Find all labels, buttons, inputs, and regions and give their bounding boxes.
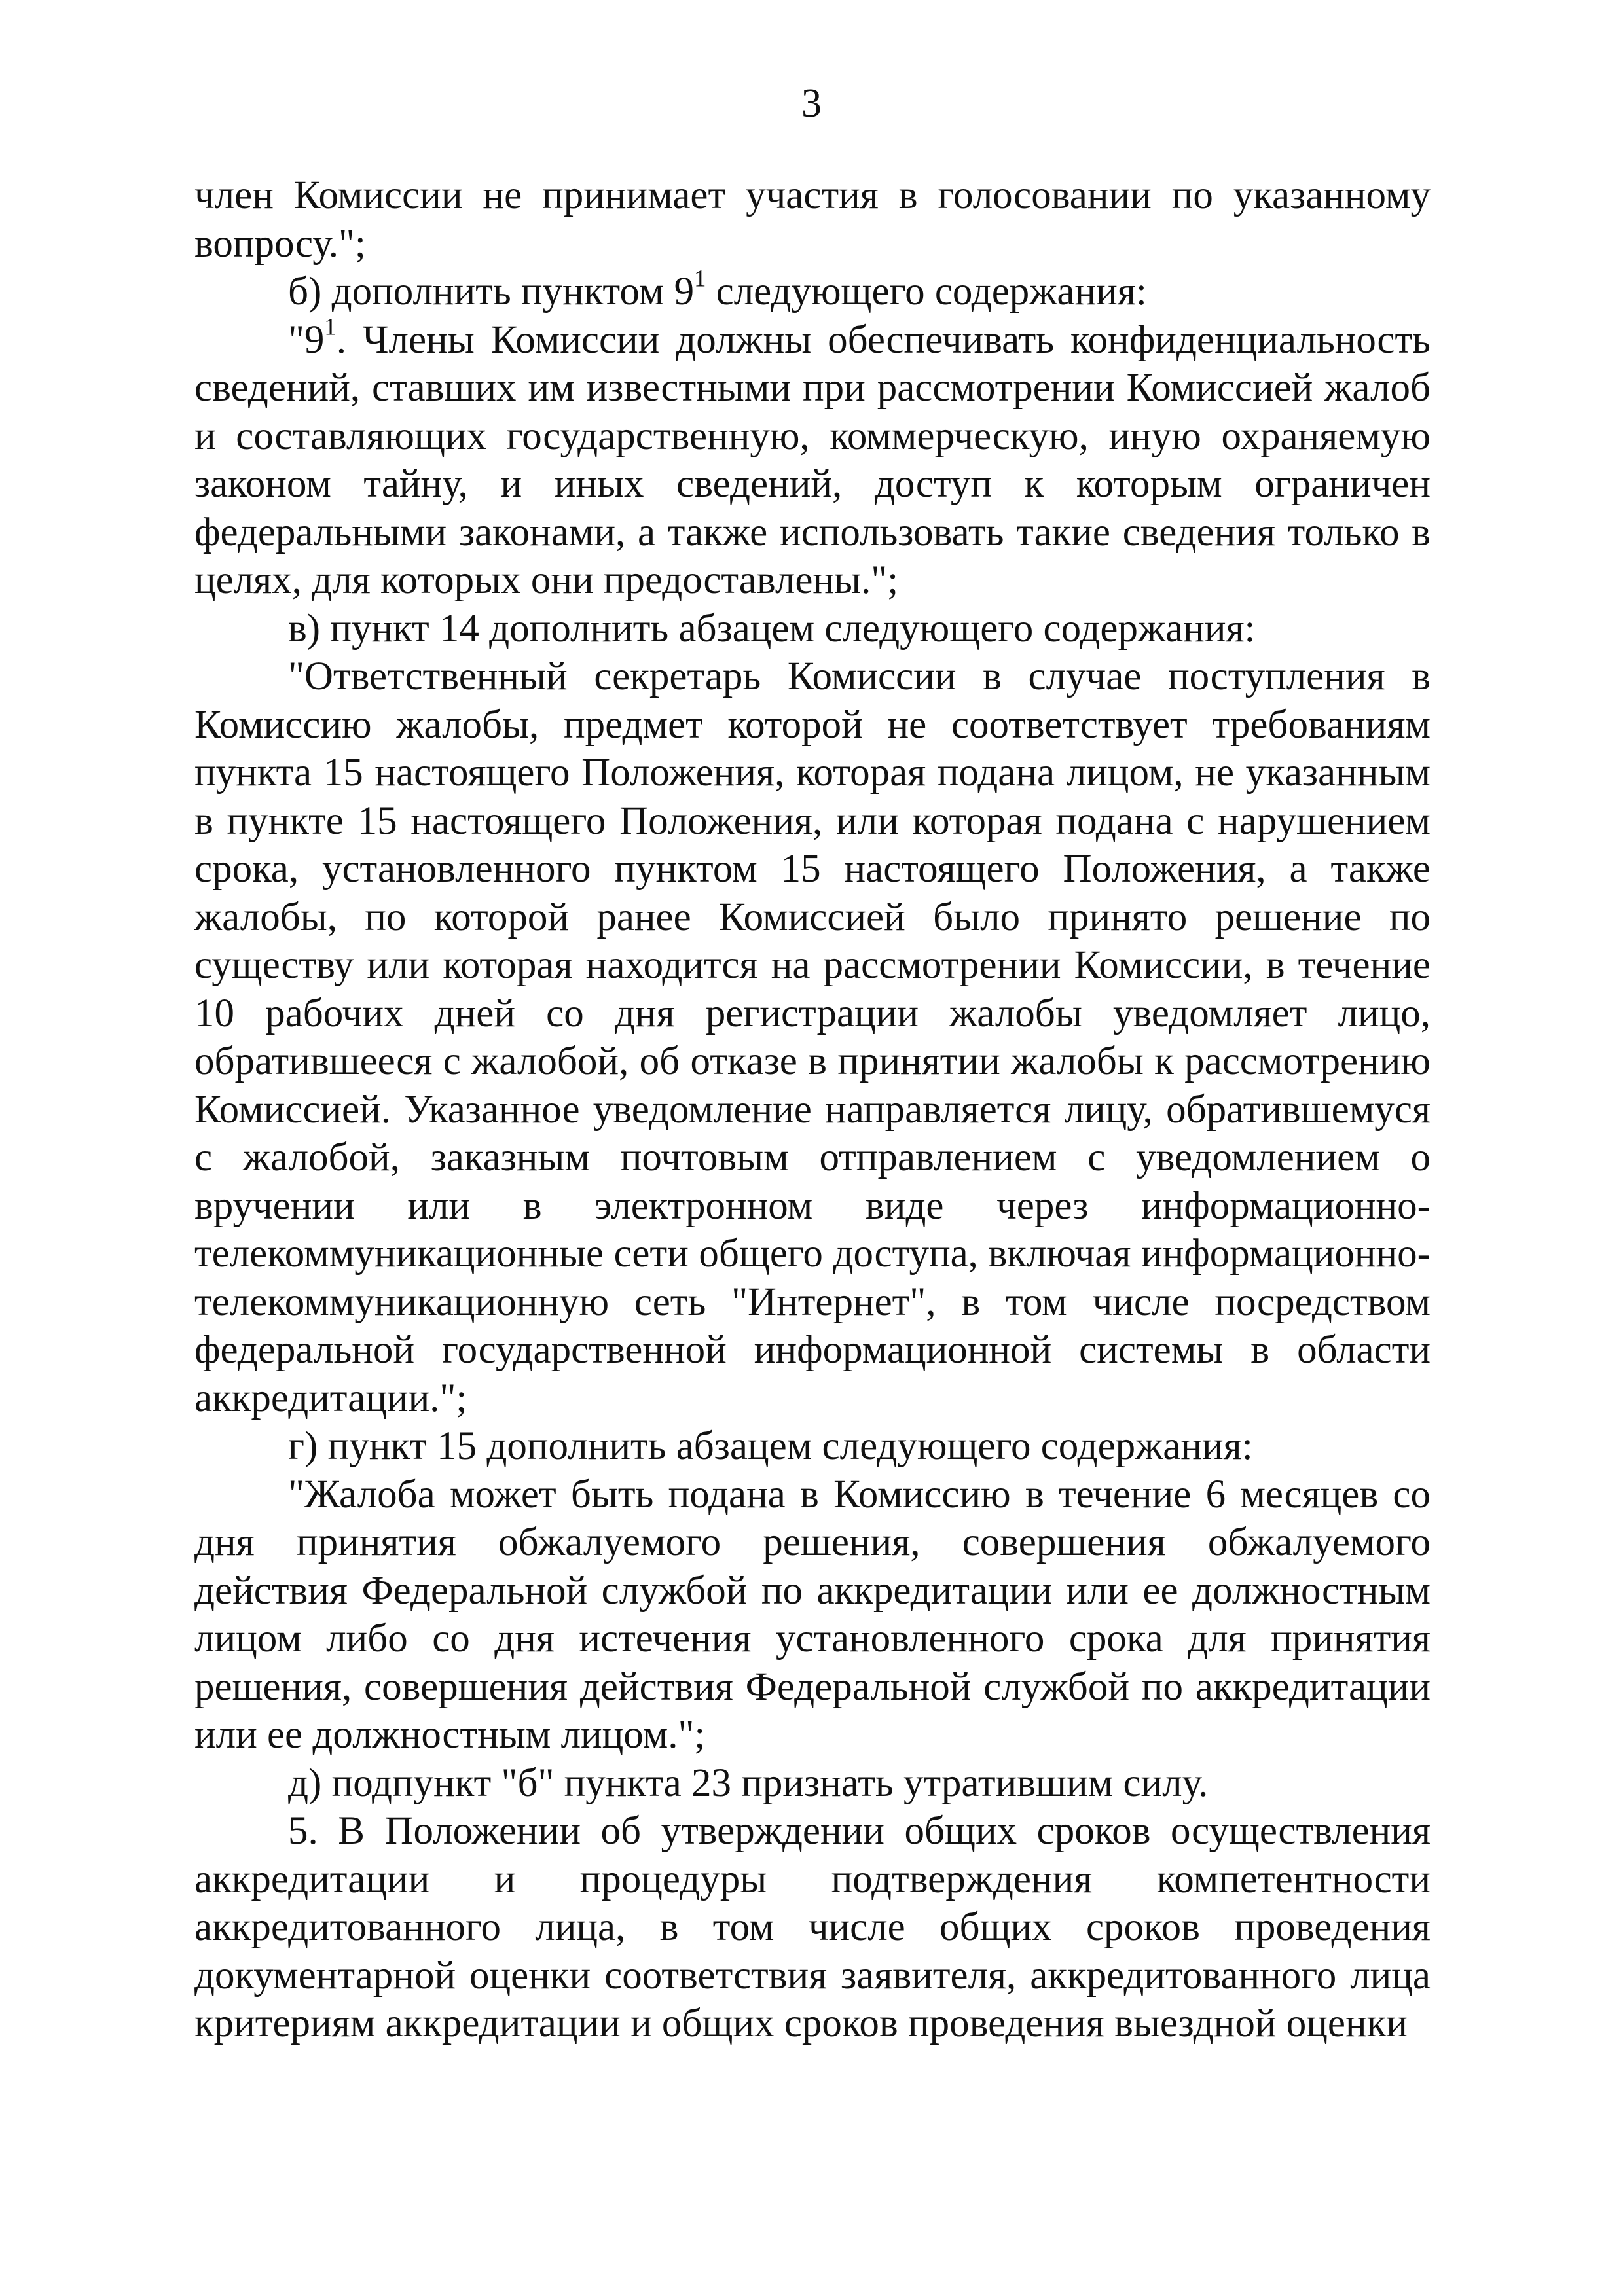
paragraph-item-g xyxy=(194,1422,1431,1471)
paragraph-text-before: б) дополнить пунктом 9 xyxy=(288,270,695,314)
paragraph-text-before: "9 xyxy=(288,317,325,362)
paragraph-text: г) пункт 15 дополнить абзацем следующего содержания: xyxy=(288,1424,1253,1468)
superscript-index: 1 xyxy=(324,313,337,340)
paragraph-item-v xyxy=(194,605,1431,653)
paragraph-text: "Ответственный секретарь Комиссии в случае поступления в Комиссию жалобы, предмет которой не соответствует требованиям пункта 15 настоящего Положения, которая подана лицом, не указанным в пункте 15 настоящего Положения, или которая подана с нарушением срока, установленного пунктом 15 настоящего Положения, а также жалобы, по которой ранее Комиссией было принято решение по существу или которая находится на рассмотрении Комиссии, в течение 10 рабочих дней со дня регистрации жалобы уведомляет лицо, обратившееся с жалобой, об отказе в принятии жалобы к рассмотрению Комиссией. Указанное уведомление направляется лицу, обратившемуся с жалобой, заказным почтовым отправлением с уведомлением о вручении или в электронном виде через информационно-телекоммуникационные сети общего доступа, включая информационно-телекоммуникационную сеть "Интернет", в том числе посредством федеральной государственной информационной системы в области аккредитации."; xyxy=(194,655,1431,1420)
paragraph-section-5 xyxy=(194,1807,1431,2048)
paragraph-text: "Жалоба может быть подана в Комиссию в течение 6 месяцев со дня принятия обжалуемого решения, совершения обжалуемого действия Федеральной службой по аккредитации или ее должностным лицом либо со дня истечения установленного срока для принятия решения, совершения действия Федеральной службой по аккредитации или ее должностным лицом."; xyxy=(194,1472,1431,1757)
paragraph-text-after: следующего содержания: xyxy=(706,270,1147,314)
paragraph-secretary-clause xyxy=(194,653,1431,1422)
paragraph-continuation-vote xyxy=(194,171,1431,268)
paragraph-text: 5. В Положении об утверждении общих сроков осуществления аккредитации и процедуры подтверждения компетентности аккредитованного лица, в том числе общих сроков проведения документарной оценки соответствия заявителя, аккредитованного лица критериям аккредитации и общих сроков проведения выездной оценки xyxy=(194,1809,1431,2045)
paragraph-text-after: . Члены Комиссии должны обеспечивать конфиденциальность сведений, ставших им известными при рассмотрении Комиссией жалоб и составляющих государственную, коммерческую, иную охраняемую законом тайну, и иных сведений, доступ к которым ограничен федеральными законами, а также использовать такие сведения только в целях, для которых они предоставлены."; xyxy=(194,317,1431,602)
page-number: 3 xyxy=(801,81,822,126)
document-body xyxy=(194,171,1431,2048)
paragraph-text: в) пункт 14 дополнить абзацем следующего содержания: xyxy=(288,606,1256,651)
paragraph-complaint-clause xyxy=(194,1471,1431,1759)
paragraph-text: д) подпункт "б" пункта 23 признать утратившим силу. xyxy=(288,1761,1209,1805)
paragraph-item-d xyxy=(194,1759,1431,1808)
superscript-index: 1 xyxy=(694,264,706,292)
paragraph-item-b xyxy=(194,264,1431,316)
paragraph-text: член Комиссии не принимает участия в голосовании по указанному вопросу."; xyxy=(194,173,1431,266)
paragraph-clause-9-1 xyxy=(194,313,1431,605)
